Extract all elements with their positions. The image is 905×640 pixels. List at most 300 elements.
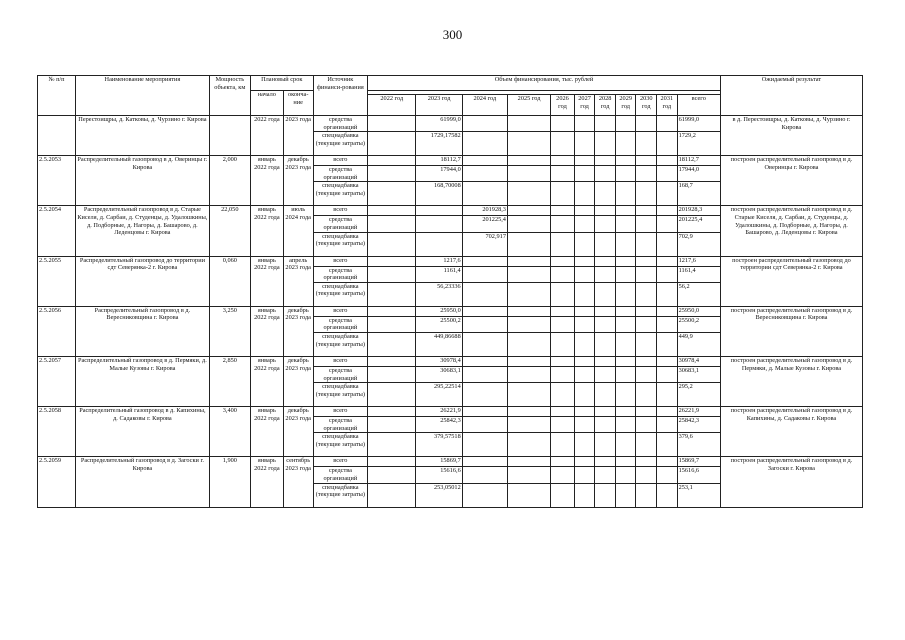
funding-source: средства организаций xyxy=(313,116,368,132)
year-value xyxy=(462,182,507,206)
year-value xyxy=(636,282,657,306)
header-source: Источник финанси-рования xyxy=(313,76,368,116)
year-value xyxy=(657,132,678,156)
year-value xyxy=(507,132,550,156)
header-year: 2023 год xyxy=(416,95,462,116)
total-value: 1729,2 xyxy=(677,132,720,156)
year-value: 15869,7 xyxy=(416,457,462,467)
year-value xyxy=(657,216,678,232)
year-value xyxy=(615,156,636,166)
year-value xyxy=(462,306,507,316)
year-value xyxy=(368,266,416,282)
funding-source: средства организаций xyxy=(313,166,368,182)
funding-source: всего xyxy=(313,156,368,166)
item-start: январь 2022 года xyxy=(250,156,283,206)
year-value xyxy=(551,282,575,306)
year-value xyxy=(551,356,575,366)
year-value: 379,57518 xyxy=(416,433,462,457)
year-value xyxy=(657,166,678,182)
funding-source: средства организаций xyxy=(313,467,368,483)
year-value xyxy=(615,232,636,256)
year-value xyxy=(615,407,636,417)
header-year: 2028 год xyxy=(595,95,616,116)
item-capacity: 22,050 xyxy=(209,206,250,256)
total-value: 25842,3 xyxy=(677,417,720,433)
year-value xyxy=(636,467,657,483)
expected-result: построен распределительный газопровод до территории сдт Северянка-2 г. Кирова xyxy=(720,256,862,306)
year-value xyxy=(462,433,507,457)
header-capacity: Мощность объекта, км xyxy=(209,76,250,116)
year-value xyxy=(657,266,678,282)
total-value: 25500,2 xyxy=(677,316,720,332)
total-value: 1161,4 xyxy=(677,266,720,282)
item-start: январь 2022 года xyxy=(250,256,283,306)
year-value xyxy=(595,383,616,407)
funding-source: спецнадбавка (текущие затраты) xyxy=(313,282,368,306)
table-row xyxy=(38,116,863,132)
year-value xyxy=(507,356,550,366)
year-value: 1729,17582 xyxy=(416,132,462,156)
year-value xyxy=(574,132,595,156)
year-value xyxy=(574,266,595,282)
funding-source: средства организаций xyxy=(313,316,368,332)
year-value xyxy=(636,483,657,507)
year-value xyxy=(368,206,416,216)
year-value xyxy=(574,467,595,483)
item-capacity xyxy=(209,116,250,156)
year-value xyxy=(368,417,416,433)
funding-source: всего xyxy=(313,457,368,467)
year-value xyxy=(636,366,657,382)
year-value xyxy=(507,483,550,507)
year-value xyxy=(368,407,416,417)
year-value: 201928,3 xyxy=(462,206,507,216)
year-value xyxy=(462,366,507,382)
year-value xyxy=(595,282,616,306)
year-value xyxy=(462,256,507,266)
table-header xyxy=(38,76,863,116)
year-value xyxy=(574,206,595,216)
year-value: 25842,3 xyxy=(416,417,462,433)
year-value xyxy=(507,216,550,232)
year-value xyxy=(462,383,507,407)
table-row xyxy=(38,156,863,166)
total-value: 295,2 xyxy=(677,383,720,407)
year-value xyxy=(574,166,595,182)
year-value xyxy=(574,332,595,356)
year-value xyxy=(462,417,507,433)
header-volume: Объем финансирования, тыс. рублей xyxy=(368,76,721,91)
header-name: Наименование мероприятия xyxy=(76,76,210,116)
year-value xyxy=(574,156,595,166)
year-value xyxy=(551,457,575,467)
year-value xyxy=(368,483,416,507)
year-value xyxy=(462,356,507,366)
year-value: 25500,2 xyxy=(416,316,462,332)
year-value xyxy=(636,433,657,457)
funding-source: всего xyxy=(313,256,368,266)
year-value xyxy=(636,216,657,232)
year-value xyxy=(615,206,636,216)
year-value xyxy=(636,256,657,266)
year-value xyxy=(595,156,616,166)
table-row xyxy=(38,356,863,366)
item-end: декабрь 2023 года xyxy=(283,407,313,457)
item-number: 2.5.2057 xyxy=(38,356,76,406)
year-value: 1217,6 xyxy=(416,256,462,266)
header-period: Плановый срок xyxy=(250,76,313,91)
year-value xyxy=(636,356,657,366)
year-value xyxy=(368,282,416,306)
year-value xyxy=(595,467,616,483)
total-value: 18112,7 xyxy=(677,156,720,166)
year-value xyxy=(416,216,462,232)
funding-source: всего xyxy=(313,356,368,366)
year-value xyxy=(507,166,550,182)
item-end: декабрь 2023 года xyxy=(283,356,313,406)
year-value xyxy=(462,483,507,507)
year-value xyxy=(657,467,678,483)
header-year: 2031 год xyxy=(657,95,678,116)
year-value xyxy=(574,366,595,382)
funding-source: спецнадбавка (текущие затраты) xyxy=(313,182,368,206)
year-value xyxy=(368,182,416,206)
year-value xyxy=(574,306,595,316)
year-value xyxy=(636,306,657,316)
year-value: 702,917 xyxy=(462,232,507,256)
item-start: 2022 года xyxy=(250,116,283,156)
year-value xyxy=(462,407,507,417)
year-value xyxy=(574,182,595,206)
year-value xyxy=(462,156,507,166)
year-value xyxy=(636,266,657,282)
year-value xyxy=(507,467,550,483)
year-value: 1161,4 xyxy=(416,266,462,282)
table-body xyxy=(38,116,863,508)
financing-table xyxy=(37,75,863,508)
year-value xyxy=(551,132,575,156)
year-value xyxy=(551,266,575,282)
year-value xyxy=(657,383,678,407)
expected-result: построен распределительный газопровод в д. Загоски г. Кирова xyxy=(720,457,862,507)
year-value xyxy=(416,232,462,256)
year-value xyxy=(507,306,550,316)
total-value: 30683,1 xyxy=(677,366,720,382)
funding-source: спецнадбавка (текущие затраты) xyxy=(313,332,368,356)
year-value xyxy=(615,467,636,483)
year-value xyxy=(615,433,636,457)
funding-source: спецнадбавка (текущие затраты) xyxy=(313,433,368,457)
year-value xyxy=(574,256,595,266)
year-value xyxy=(595,266,616,282)
header-year: 2030 год xyxy=(636,95,657,116)
item-name: Распределительный газопровод до территории сдт Северянка-2 г. Кирова xyxy=(76,256,210,306)
year-value xyxy=(657,417,678,433)
year-value xyxy=(574,282,595,306)
year-value xyxy=(574,457,595,467)
year-value xyxy=(595,116,616,132)
funding-source: всего xyxy=(313,306,368,316)
funding-source: спецнадбавка (текущие затраты) xyxy=(313,483,368,507)
year-value xyxy=(595,166,616,182)
year-value xyxy=(595,256,616,266)
total-value: 253,1 xyxy=(677,483,720,507)
table-row xyxy=(38,206,863,216)
item-number: 2.5.2054 xyxy=(38,206,76,256)
year-value xyxy=(507,256,550,266)
year-value xyxy=(551,366,575,382)
page-number: 300 xyxy=(442,27,463,42)
year-value xyxy=(615,457,636,467)
year-value xyxy=(657,282,678,306)
year-value xyxy=(462,282,507,306)
year-value xyxy=(507,332,550,356)
total-value: 201928,3 xyxy=(677,206,720,216)
expected-result: построен распределительный газопровод в д. Капихины, д. Садаковы г. Кирова xyxy=(720,407,862,457)
total-value: 15869,7 xyxy=(677,457,720,467)
year-value xyxy=(574,417,595,433)
item-name: Распределительный газопровод в д. Старые Киселя, д. Сарбаи, д. Студенцы, д. Удалошкины, д. Подборные, д. Нагоры, д. Башарово, д. Леденцовы г. Кирова xyxy=(76,206,210,256)
year-value xyxy=(636,206,657,216)
year-value xyxy=(368,332,416,356)
year-value xyxy=(368,316,416,332)
item-name: Распределительный газопровод в д. Оверинцы г. Кирова xyxy=(76,156,210,206)
item-start: январь 2022 года xyxy=(250,206,283,256)
year-value xyxy=(574,483,595,507)
table-row xyxy=(38,306,863,316)
year-value xyxy=(462,132,507,156)
total-value: 379,6 xyxy=(677,433,720,457)
year-value xyxy=(574,232,595,256)
expected-result: построен распределительный газопровод в д. Оверинцы г. Кирова xyxy=(720,156,862,206)
year-value xyxy=(636,383,657,407)
year-value xyxy=(595,457,616,467)
header-result: Ожидаемый результат xyxy=(720,76,862,116)
year-value xyxy=(595,232,616,256)
item-capacity: 3,250 xyxy=(209,306,250,356)
year-value: 61999,0 xyxy=(416,116,462,132)
item-end: декабрь 2023 года xyxy=(283,306,313,356)
header-num: № п/п xyxy=(38,76,76,116)
year-value xyxy=(595,132,616,156)
item-name: Перестоищры, д. Катковы, д. Чурзино г. Кирова xyxy=(76,116,210,156)
year-value xyxy=(368,166,416,182)
year-value xyxy=(595,332,616,356)
year-value xyxy=(615,316,636,332)
year-value xyxy=(657,407,678,417)
year-value xyxy=(574,316,595,332)
item-end: апрель 2023 года xyxy=(283,256,313,306)
year-value xyxy=(615,266,636,282)
year-value xyxy=(368,256,416,266)
year-value xyxy=(368,132,416,156)
year-value xyxy=(551,232,575,256)
year-value xyxy=(615,332,636,356)
year-value xyxy=(657,306,678,316)
year-value xyxy=(368,467,416,483)
year-value xyxy=(595,206,616,216)
year-value xyxy=(551,383,575,407)
year-value xyxy=(615,306,636,316)
year-value xyxy=(507,116,550,132)
year-value xyxy=(595,316,616,332)
year-value xyxy=(595,216,616,232)
header-year: 2029 год xyxy=(615,95,636,116)
funding-source: спецнадбавка (текущие затраты) xyxy=(313,383,368,407)
year-value: 17944,0 xyxy=(416,166,462,182)
year-value xyxy=(462,332,507,356)
year-value xyxy=(574,356,595,366)
item-number: 2.5.2058 xyxy=(38,407,76,457)
item-start: январь 2022 года xyxy=(250,356,283,406)
year-value xyxy=(507,417,550,433)
funding-source: спецнадбавка (текущие затраты) xyxy=(313,232,368,256)
item-capacity: 0,060 xyxy=(209,256,250,306)
year-value xyxy=(636,116,657,132)
year-value xyxy=(615,366,636,382)
total-value: 1217,6 xyxy=(677,256,720,266)
item-start: январь 2022 года xyxy=(250,306,283,356)
item-number: 2.5.2059 xyxy=(38,457,76,507)
year-value xyxy=(574,407,595,417)
year-value xyxy=(368,232,416,256)
year-value: 201225,4 xyxy=(462,216,507,232)
year-value xyxy=(462,467,507,483)
year-value xyxy=(507,433,550,457)
expected-result: построен распределительный газопровод в д. Старые Киселя, д. Сарбаи, д. Студенцы, д. Удалошкины, д. Подборные, д. Нагоры, д. Башарово, д. Леденцовы г. Кирова xyxy=(720,206,862,256)
year-value: 295,22514 xyxy=(416,383,462,407)
year-value xyxy=(551,332,575,356)
year-value xyxy=(507,282,550,306)
year-value xyxy=(636,166,657,182)
item-capacity: 3,400 xyxy=(209,407,250,457)
item-end: июль 2024 года xyxy=(283,206,313,256)
year-value xyxy=(551,206,575,216)
year-value xyxy=(615,166,636,182)
year-value xyxy=(551,483,575,507)
year-value xyxy=(657,356,678,366)
year-value xyxy=(595,182,616,206)
total-value: 61999,0 xyxy=(677,116,720,132)
year-value xyxy=(368,156,416,166)
year-value xyxy=(551,256,575,266)
year-value: 30978,4 xyxy=(416,356,462,366)
year-value xyxy=(368,116,416,132)
item-start: январь 2022 года xyxy=(250,457,283,507)
year-value: 168,70008 xyxy=(416,182,462,206)
item-number: 2.5.2055 xyxy=(38,256,76,306)
year-value xyxy=(574,116,595,132)
year-value xyxy=(507,366,550,382)
year-value xyxy=(507,316,550,332)
funding-source: средства организаций xyxy=(313,216,368,232)
header-year: 2024 год xyxy=(462,95,507,116)
year-value xyxy=(657,316,678,332)
year-value xyxy=(657,457,678,467)
year-value xyxy=(462,166,507,182)
year-value xyxy=(657,232,678,256)
year-value xyxy=(595,356,616,366)
expected-result: в д. Перестоищры, д. Катковы, д. Чурзино г. Кирова xyxy=(720,116,862,156)
item-number: 2.5.2056 xyxy=(38,306,76,356)
total-value: 15616,6 xyxy=(677,467,720,483)
year-value xyxy=(551,407,575,417)
year-value xyxy=(657,483,678,507)
year-value xyxy=(595,483,616,507)
header-year: 2025 год xyxy=(507,95,550,116)
year-value xyxy=(595,417,616,433)
year-value xyxy=(551,166,575,182)
year-value xyxy=(636,182,657,206)
expected-result: построен распределительный газопровод в д. Пермяки, д. Малые Кузовы г. Кирова xyxy=(720,356,862,406)
item-end: декабрь 2023 года xyxy=(283,156,313,206)
item-capacity: 2,850 xyxy=(209,356,250,406)
year-value xyxy=(595,306,616,316)
year-value xyxy=(615,182,636,206)
item-name: Распределительный газопровод в д. Капихины, д. Садаковы г. Кирова xyxy=(76,407,210,457)
year-value: 449,86688 xyxy=(416,332,462,356)
year-value xyxy=(551,216,575,232)
year-value: 15616,6 xyxy=(416,467,462,483)
funding-source: средства организаций xyxy=(313,366,368,382)
funding-source: средства организаций xyxy=(313,417,368,433)
year-value xyxy=(368,216,416,232)
year-value xyxy=(551,306,575,316)
year-value xyxy=(507,407,550,417)
funding-source: спецнадбавка (текущие затраты) xyxy=(313,132,368,156)
year-value xyxy=(657,256,678,266)
item-name: Распределительный газопровод в д. Пермяки, д. Малые Кузовы г. Кирова xyxy=(76,356,210,406)
item-number: 2.5.2053 xyxy=(38,156,76,206)
funding-source: всего xyxy=(313,407,368,417)
year-value xyxy=(551,467,575,483)
item-name: Распределительный газопровод в д. Вересниковщина г. Кирова xyxy=(76,306,210,356)
year-value xyxy=(636,457,657,467)
item-capacity: 2,000 xyxy=(209,156,250,206)
header-end: оконча-ние xyxy=(283,91,313,116)
year-value xyxy=(368,383,416,407)
header-start: начало xyxy=(250,91,283,116)
total-value: 449,9 xyxy=(677,332,720,356)
year-value xyxy=(551,417,575,433)
total-value: 702,9 xyxy=(677,232,720,256)
year-value xyxy=(595,407,616,417)
year-value xyxy=(615,256,636,266)
year-value xyxy=(636,316,657,332)
year-value: 30683,1 xyxy=(416,366,462,382)
table-row xyxy=(38,407,863,417)
year-value xyxy=(636,132,657,156)
year-value xyxy=(507,232,550,256)
header-year: 2026 год xyxy=(551,95,575,116)
total-value: 30978,4 xyxy=(677,356,720,366)
funding-source: всего xyxy=(313,206,368,216)
year-value xyxy=(551,182,575,206)
total-value: 168,7 xyxy=(677,182,720,206)
year-value xyxy=(615,282,636,306)
year-value xyxy=(615,132,636,156)
item-number xyxy=(38,116,76,156)
year-value xyxy=(636,407,657,417)
header-year: 2022 год xyxy=(368,95,416,116)
year-value xyxy=(368,457,416,467)
year-value xyxy=(615,216,636,232)
year-value xyxy=(507,266,550,282)
year-value xyxy=(657,182,678,206)
year-value xyxy=(574,433,595,457)
year-value: 26221,9 xyxy=(416,407,462,417)
year-value xyxy=(368,306,416,316)
